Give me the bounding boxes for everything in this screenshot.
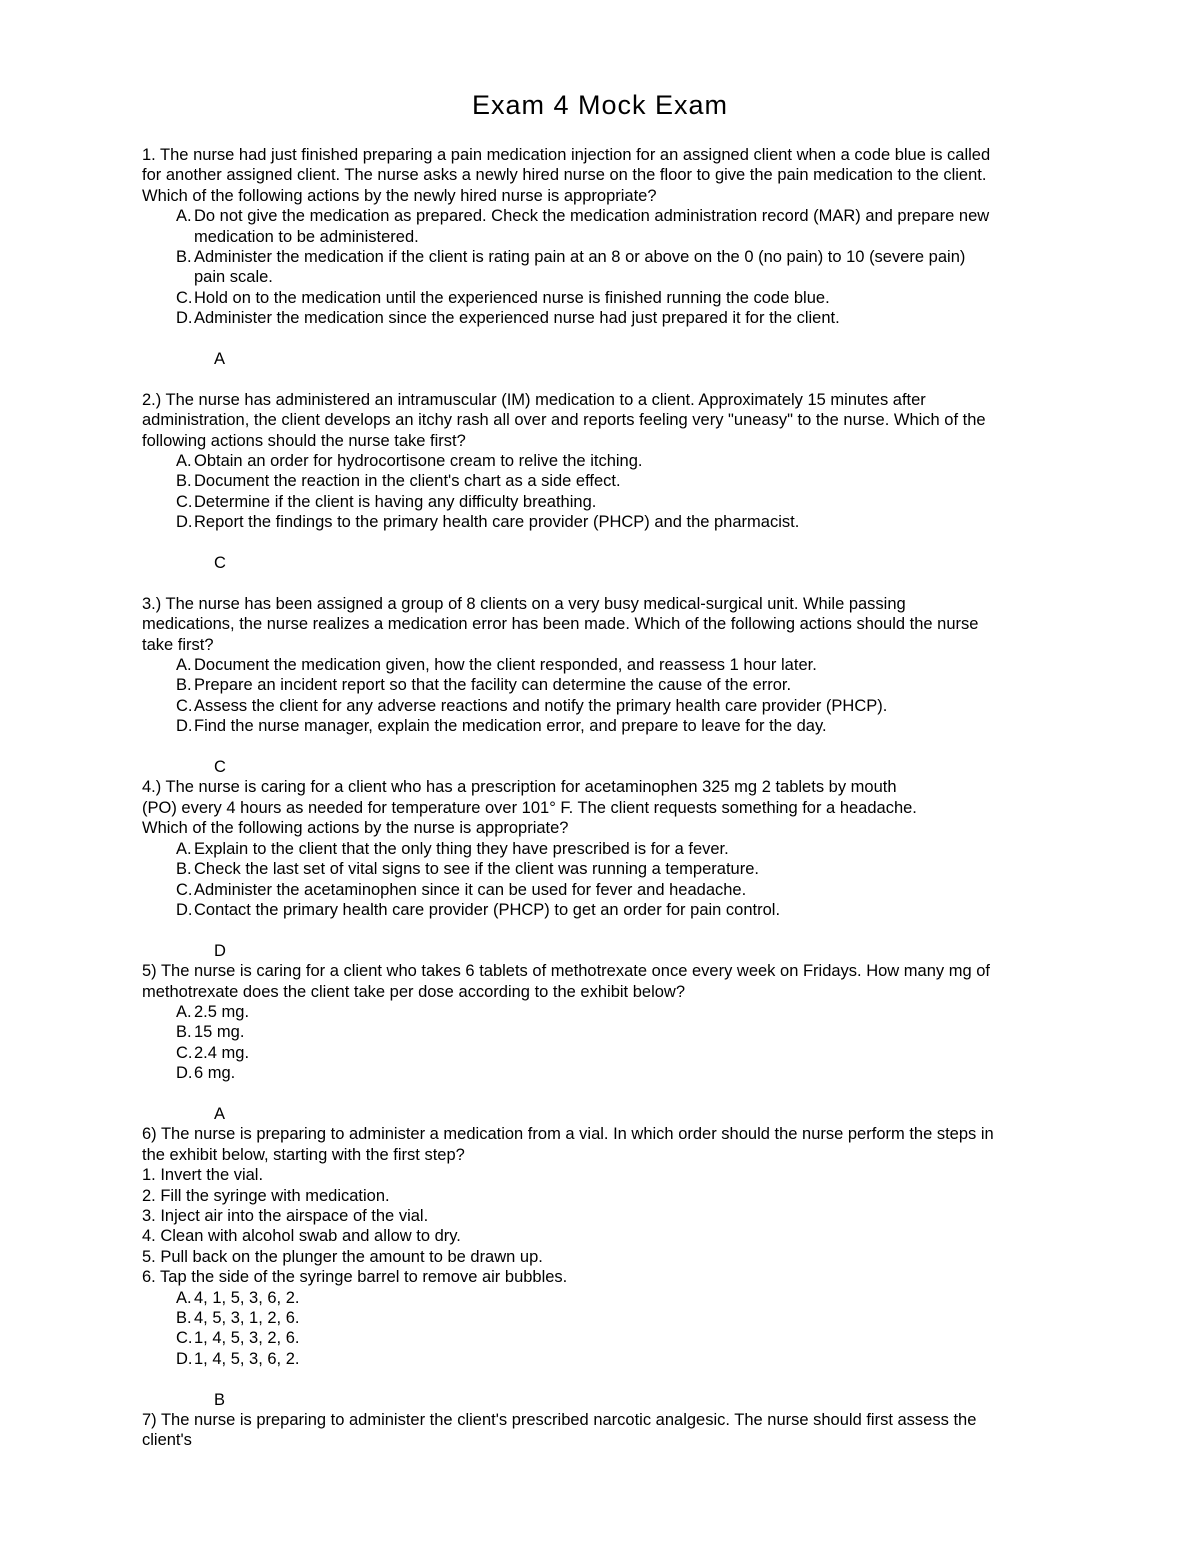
option-letter: A. [176, 452, 192, 471]
correct-answer: B [214, 1390, 226, 1409]
option-letter: B. [176, 860, 192, 879]
answer-option-d [142, 308, 1067, 328]
answer-option-a [142, 655, 1067, 675]
procedure-step: 2. Fill the syringe with medication. [142, 1186, 390, 1205]
question-stem-line: 5) The nurse is caring for a client who takes 6 tablets of methotrexate once every week on Fridays. How many mg of [142, 962, 991, 981]
option-text: Administer the medication if the client is rating pain at an 8 or above on the 0 (no pain) to 10 (severe pain) [194, 248, 966, 267]
option-text: Obtain an order for hydrocortisone cream to relive the itching. [194, 452, 643, 471]
correct-answer: D [214, 941, 226, 960]
option-text: 4, 1, 5, 3, 6, 2. [194, 1288, 300, 1307]
option-letter: A. [176, 839, 192, 858]
option-letter: D. [176, 900, 193, 919]
correct-answer: A [214, 350, 226, 369]
question-stem-line: the exhibit below, starting with the first step? [142, 1145, 465, 1164]
spacer [142, 1369, 1067, 1389]
procedure-step: 6. Tap the side of the syringe barrel to remove air bubbles. [142, 1268, 568, 1287]
option-text: Assess the client for any adverse reactions and notify the primary health care provider (PHCP). [194, 696, 888, 715]
answer-option-a [142, 1002, 1067, 1022]
option-text: Administer the medication since the experienced nurse had just prepared it for the client. [194, 309, 840, 328]
option-text: Report the findings to the primary health care provider (PHCP) and the pharmacist. [194, 513, 800, 532]
question-7 [142, 1410, 1067, 1451]
answer-option-d [142, 512, 1067, 532]
procedure-step: 3. Inject air into the airspace of the vial. [142, 1206, 429, 1225]
question-stem-line: take first? [142, 635, 214, 654]
answer-option-a [142, 206, 1067, 247]
option-text: 1, 4, 5, 3, 2, 6. [194, 1329, 300, 1348]
option-letter: C. [176, 492, 193, 511]
answer-option-b [142, 1022, 1067, 1042]
answer-option-d [142, 1349, 1067, 1369]
question-4 [142, 777, 1067, 961]
option-letter: C. [176, 288, 193, 307]
question-stem-line: (PO) every 4 hours as needed for temperature over 101° F. The client requests something for a headache. [142, 798, 917, 817]
question-2 [142, 390, 1067, 594]
question-3 [142, 594, 1067, 778]
question-stem-line: client's [142, 1431, 192, 1450]
option-letter: C. [176, 880, 193, 899]
question-stem-line: administration, the client develops an itchy rash all over and reports feeling very "uneasy" to the nurse. Which of the [142, 411, 986, 430]
option-text: Document the reaction in the client's chart as a side effect. [194, 472, 621, 491]
option-letter: A. [176, 656, 192, 675]
question-stem-line: 6) The nurse is preparing to administer a medication from a vial. In which order should the nurse perform the steps in [142, 1125, 994, 1144]
option-text: Administer the acetaminophen since it can be used for fever and headache. [194, 880, 747, 899]
option-text-continued: pain scale. [194, 268, 273, 287]
option-text: Document the medication given, how the client responded, and reassess 1 hour later. [194, 656, 817, 675]
page-title: Exam 4 Mock Exam [471, 90, 729, 120]
question-stem-line: for another assigned client. The nurse asks a newly hired nurse on the floor to give the pain medication to the client. [142, 166, 987, 185]
option-letter: D. [176, 513, 193, 532]
answer-option-b [142, 1308, 1067, 1328]
option-letter: D. [176, 717, 193, 736]
option-letter: B. [176, 248, 192, 267]
spacer [142, 573, 1067, 593]
option-text-continued: medication to be administered. [194, 227, 419, 246]
answer-option-b [142, 675, 1067, 695]
spacer [142, 920, 1067, 940]
answer-option-c [142, 880, 1067, 900]
question-stem-line: methotrexate does the client take per dose according to the exhibit below? [142, 982, 686, 1001]
question-stem-line: 7) The nurse is preparing to administer the client's prescribed narcotic analgesic. The nurse should first assess the [142, 1410, 977, 1429]
correct-answer: A [214, 1104, 226, 1123]
answer-option-a [142, 1288, 1067, 1308]
option-letter: D. [176, 309, 193, 328]
question-6 [142, 1124, 1067, 1410]
correct-answer: C [214, 554, 226, 573]
spacer [142, 369, 1067, 389]
option-text: 2.4 mg. [194, 1043, 250, 1062]
option-letter: C. [176, 1043, 193, 1062]
option-text: 6 mg. [194, 1064, 236, 1083]
procedure-step: 5. Pull back on the plunger the amount to be drawn up. [142, 1247, 543, 1266]
option-letter: D. [176, 1064, 193, 1083]
option-text: Contact the primary health care provider (PHCP) to get an order for pain control. [194, 900, 781, 919]
option-letter: A. [176, 1002, 192, 1021]
option-letter: C. [176, 1329, 193, 1348]
option-text: 2.5 mg. [194, 1002, 250, 1021]
question-1 [142, 145, 1067, 390]
answer-option-d [142, 1063, 1067, 1083]
option-text: Determine if the client is having any difficulty breathing. [194, 492, 597, 511]
question-stem-line: 3.) The nurse has been assigned a group of 8 clients on a very busy medical-surgical unit. While passing [142, 594, 906, 613]
option-letter: B. [176, 472, 192, 491]
spacer [142, 329, 1067, 349]
answer-option-c [142, 1043, 1067, 1063]
question-stem-line: medications, the nurse realizes a medication error has been made. Which of the following actions should the nurse [142, 615, 979, 634]
answer-option-a [142, 451, 1067, 471]
question-stem-line: Which of the following actions by the nurse is appropriate? [142, 819, 569, 838]
option-letter: B. [176, 1023, 192, 1042]
option-text: Check the last set of vital signs to see if the client was running a temperature. [194, 860, 759, 879]
question-stem-line: following actions should the nurse take first? [142, 431, 466, 450]
correct-answer: C [214, 758, 226, 777]
answer-option-d [142, 716, 1067, 736]
question-5 [142, 961, 1067, 1124]
answer-option-b [142, 471, 1067, 491]
answer-option-c [142, 288, 1067, 308]
option-text: 4, 5, 3, 1, 2, 6. [194, 1308, 300, 1327]
option-letter: B. [176, 1308, 192, 1327]
spacer [142, 1084, 1067, 1104]
option-text: Prepare an incident report so that the facility can determine the cause of the error. [194, 676, 792, 695]
option-text: 1, 4, 5, 3, 6, 2. [194, 1349, 300, 1368]
option-text: Find the nurse manager, explain the medication error, and prepare to leave for the day. [194, 717, 827, 736]
option-letter: B. [176, 676, 192, 695]
answer-option-b [142, 247, 1067, 288]
question-stem-line: 4.) The nurse is caring for a client who has a prescription for acetaminophen 325 mg 2 tablets by mouth [142, 778, 897, 797]
question-stem-line: 1. The nurse had just finished preparing a pain medication injection for an assigned client when a code blue is called [142, 146, 991, 164]
answer-option-b [142, 859, 1067, 879]
question-list [142, 145, 1067, 1451]
spacer [142, 533, 1067, 553]
spacer [142, 737, 1067, 757]
option-letter: A. [176, 1288, 192, 1307]
question-stem-line: Which of the following actions by the newly hired nurse is appropriate? [142, 186, 657, 205]
answer-option-c [142, 492, 1067, 512]
answer-option-c [142, 1328, 1067, 1348]
option-text: Explain to the client that the only thing they have prescribed is for a fever. [194, 839, 729, 858]
procedure-step: 1. Invert the vial. [142, 1166, 264, 1185]
answer-option-a [142, 839, 1067, 859]
option-text: 15 mg. [194, 1023, 245, 1042]
option-letter: A. [176, 207, 192, 226]
option-letter: C. [176, 696, 193, 715]
option-letter: D. [176, 1349, 193, 1368]
answer-option-c [142, 696, 1067, 716]
option-text: Hold on to the medication until the experienced nurse is finished running the code blue. [194, 288, 830, 307]
procedure-step: 4. Clean with alcohol swab and allow to dry. [142, 1227, 461, 1246]
answer-option-d [142, 900, 1067, 920]
question-stem-line: 2.) The nurse has administered an intramuscular (IM) medication to a client. Approximately 15 minutes after [142, 390, 926, 409]
option-text: Do not give the medication as prepared. Check the medication administration record (MAR) and prepare new [194, 207, 990, 226]
